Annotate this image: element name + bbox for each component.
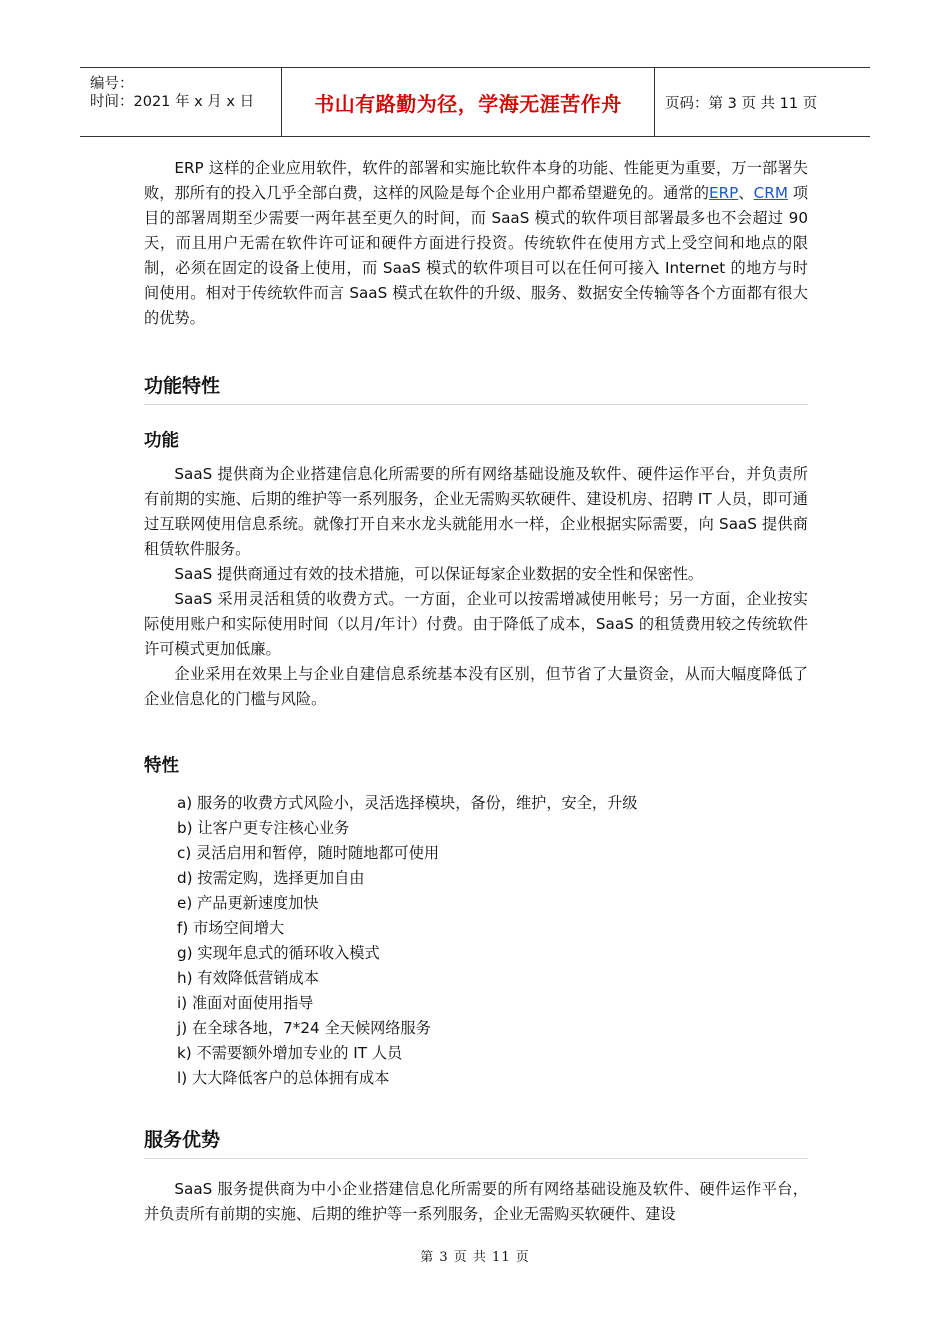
- function-paragraph-2: SaaS 提供商通过有效的技术措施，可以保证每家企业数据的安全性和保密性。: [174, 565, 704, 583]
- function-paragraph-3: SaaS 采用灵活租赁的收费方式。一方面，企业可以按需增减使用帐号；另一方面，企业按实际使用账户和实际使用时间（以月/年计）付费。由于降低了成本，SaaS 的租赁费用较之传统软件许可模式更加低廉。: [144, 590, 808, 658]
- erp-link[interactable]: ERP: [708, 184, 739, 202]
- header-motto-cell: [282, 68, 655, 136]
- function-paragraph-1: SaaS 提供商为企业搭建信息化所需要的所有网络基础设施及软件、硬件运作平台，并负责所有前期的实施、后期的维护等一系列服务，企业无需购买软硬件、建设机房、招聘 IT 人员，即可通过互联网使用信息系统。就像打开自来水龙头就能用水一样，企业根据实际需要，向 SaaS 提供商租赁软件服务。: [144, 465, 808, 558]
- function-heading: 功能: [144, 431, 179, 451]
- intro-separator: 、: [738, 184, 754, 202]
- crm-link[interactable]: CRM: [753, 184, 788, 202]
- list-item: c) 灵活启用和暂停，随时随地都可使用: [177, 844, 440, 862]
- page-footer: 第 3 页 共 11 页: [420, 1250, 530, 1265]
- list-item: g) 实现年息式的循环收入模式: [177, 944, 380, 962]
- service-heading: 服务优势: [144, 1125, 808, 1159]
- list-item: i) 准面对面使用指导: [177, 994, 314, 1012]
- list-item: k) 不需要额外增加专业的 IT 人员: [177, 1044, 403, 1062]
- document-date-label: 时间：2021 年 x 月 x 日: [90, 94, 255, 110]
- list-item: h) 有效降低营销成本: [177, 969, 319, 987]
- intro-text-part-1: ERP 这样的企业应用软件，软件的部署和实施比软件本身的功能、性能更为重要，万一部署失败，那所有的投入几乎全部白费，这样的风险是每个企业用户都希望避免的。通常的: [144, 159, 808, 202]
- intro-paragraph: [144, 156, 808, 331]
- service-paragraph: SaaS 服务提供商为中小企业搭建信息化所需要的所有网络基础设施及软件、硬件运作平台，并负责所有前期的实施、后期的维护等一系列服务，企业无需购买软硬件、建设: [144, 1180, 808, 1223]
- header-meta-cell: [80, 68, 282, 136]
- function-paragraph-4: 企业采用在效果上与企业自建信息系统基本没有区别，但节省了大量资金，从而大幅度降低了企业信息化的门槛与风险。: [144, 665, 808, 708]
- list-item: j) 在全球各地，7*24 全天候网络服务: [177, 1019, 431, 1037]
- document-header: [80, 67, 870, 137]
- document-body: [144, 156, 808, 1227]
- document-number-label: 编号：: [90, 76, 134, 92]
- traits-list: [144, 791, 808, 1091]
- header-page-code: 页码：第 3 页 共 11 页: [665, 95, 818, 112]
- list-item: d) 按需定购，选择更加自由: [177, 869, 365, 887]
- features-heading: 功能特性: [144, 371, 808, 405]
- list-item: e) 产品更新速度加快: [177, 894, 319, 912]
- list-item: a) 服务的收费方式风险小，灵活选择模块，备份，维护，安全，升级: [177, 794, 638, 812]
- intro-text-part-2: 项目的部署周期至少需要一两年甚至更久的时间，而 SaaS 模式的软件项目部署最多也不会超过 90 天，而且用户无需在软件许可证和硬件方面进行投资。传统软件在使用方式上受空间和地点的限制，必须在固定的设备上使用，而 SaaS 模式的软件项目可以在任何可接入 Internet 的地方与时间使用。相对于传统软件而言 SaaS 模式在软件的升级、服务、数据安全传输等各个方面都有很大的优势。: [144, 184, 809, 327]
- list-item: b) 让客户更专注核心业务: [177, 819, 350, 837]
- list-item: f) 市场空间增大: [177, 919, 285, 937]
- list-item: l) 大大降低客户的总体拥有成本: [177, 1069, 390, 1087]
- header-motto: 书山有路勤为径，学海无涯苦作舟: [314, 91, 622, 116]
- traits-heading: 特性: [144, 756, 179, 776]
